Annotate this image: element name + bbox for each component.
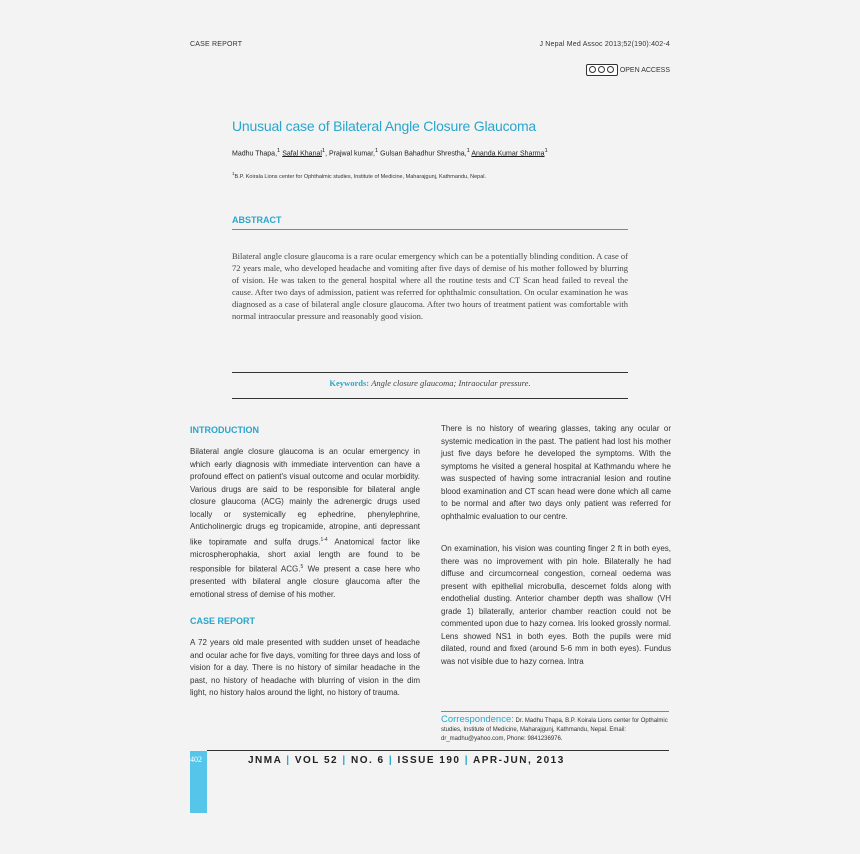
keywords-label: Keywords:	[329, 378, 370, 388]
open-access-badge	[586, 64, 670, 76]
author-list	[232, 148, 548, 157]
abstract-rule	[232, 229, 628, 230]
header-section-label: CASE REPORT	[190, 41, 243, 48]
author-4-affil: 1	[466, 148, 470, 154]
journal-footer	[248, 755, 565, 766]
keywords-rule-bottom	[232, 398, 628, 399]
footer-sep-2: |	[342, 755, 347, 766]
introduction-text-1: Bilateral angle closure glaucoma is an ocular emergency in which early diagnosis with immediate intervention can have a profound effect on patient's visual outcome and ocular morbidity. Various drugs are said to be responsible for bilateral angle closure glaucoma (ACG) mainly the adrenergic drugs used locally or systemically eg ephedrine, phenylephrine, Anticholinergic drugs eg tropicamide, atropine, anti depressant like topiramate and sulfa drugs.	[190, 447, 420, 547]
keywords-value: Angle closure glaucoma; Intraocular pressure.	[371, 378, 531, 388]
case-report-heading: CASE REPORT	[190, 616, 256, 626]
right-column-paragraph-2: On examination, his vision was counting finger 2 ft in both eyes, there was no improvement with pin hole. Bilaterally he had diffuse and circumcorneal congestion, corneal oedema was present with epithelial microbulla, descemet folds along with endothelial dusting. Anterior chamber depth was shallow (VH grade 1) bilaterally, anterior chamber reaction could not be commented upon due to hazy cornea. Iris looked grossly normal. Lens showed NS1 in both eyes. Both the pupils were mid dilated, round and fixed (around 5-6 mm in both eyes). Fundus was not visible due to hazy cornea. Intra	[441, 544, 671, 666]
case-report-text: A 72 years old male presented with sudden unset of headache and ocular ache for five days, vomiting for three days and loss of vision for a day. There is no history of similar headache in the past, no history of headache with blurring of vision in the dim light, no history halos around the light, no history of trauma.	[190, 638, 420, 697]
journal-number: NO. 6	[351, 755, 385, 766]
introduction-heading: INTRODUCTION	[190, 425, 259, 435]
right-column-paragraph-1: There is no history of wearing glasses, taking any ocular or systemic medication in the past. The patient had lost his mother just five days before he developed the symptoms. With the symptoms he visited a general hospital at Kathmandu where he was suspected of having some intracranial lesion and routine blood examination and CT scan head were done which all came to be normal and after two days only patient was referred for ophthalmic evaluation to our centre.	[441, 424, 671, 521]
author-5-affil: 1	[544, 148, 548, 154]
abstract-heading: ABSTRACT	[232, 215, 282, 225]
author-3: , Prajwal kumar,	[325, 150, 375, 158]
introduction-text-3: We present a case here who presented with bilateral angle closure glaucoma after the emotional stress of demise of his mother.	[190, 564, 420, 599]
author-1-affil: 1	[277, 148, 281, 154]
header-citation: J Nepal Med Assoc 2013;52(190):402-4	[539, 41, 670, 48]
journal-abbrev: JNMA	[248, 755, 282, 766]
author-5[interactable]: Ananda Kumar Sharma	[471, 150, 545, 158]
keywords	[232, 378, 628, 388]
creative-commons-icon	[586, 64, 618, 76]
correspondence-rule	[441, 711, 669, 712]
open-access-label: OPEN ACCESS	[619, 66, 670, 74]
footer-sep-4: |	[464, 755, 470, 766]
introduction-text-2: Anatomical factor like microspherophakia, short axial length are found to be responsible for bilateral ACG.	[190, 537, 421, 574]
author-2[interactable]: Safal Khanal	[282, 150, 322, 158]
introduction-text	[190, 446, 420, 601]
affiliation-text: B.P. Koirala Lions center for Ophthalmic studies, Institute of Medicine, Maharajgunj, Kathmandu, Nepal.	[234, 173, 487, 180]
correspondence-text: Dr. Madhu Thapa, B.P. Koirala Lions center for Opthalmic studies, Institute of Medicine, Maharajgunj, Kathmandu, Nepal. Email: dr_madhu@yahoo.com, Phone: 9841236976.	[441, 718, 668, 742]
author-3-affil: 1	[374, 148, 379, 154]
author-2-affil: 1	[321, 148, 326, 154]
keywords-rule-top	[232, 372, 628, 373]
footer-sep-1: |	[286, 755, 291, 766]
journal-date: APR-JUN, 2013	[473, 755, 565, 766]
citation-1-4: 1-4	[320, 536, 328, 543]
correspondence-label: Correspondence:	[441, 714, 514, 725]
journal-volume: VOL 52	[294, 755, 339, 766]
correspondence	[441, 715, 671, 744]
author-4: Gulsan Bahadhur Shrestha,	[380, 150, 467, 158]
page-number: 402	[190, 755, 202, 764]
journal-issue: ISSUE 190	[397, 755, 461, 766]
affiliation	[232, 171, 486, 180]
affiliation-marker: 1	[232, 171, 235, 176]
abstract-text: Bilateral angle closure glaucoma is a rare ocular emergency which can be a potentially blinding condition. A case of 72 years male, who developed headache and vomiting after five days of demise of his mother followed by blurring of vision. He was taken to the general hospital where all the routine tests and CT Scan head failed to reveal the cause. After two days of admission, patient was referred for ophthalmic consultation. On ocular examination he was diagnosed as a case of bilateral angle closure glaucoma. After two hours of treatment patient was comfortable with normal intraocular pressure and reasonably good vision.	[232, 251, 628, 321]
author-1: Madhu Thapa,	[232, 150, 278, 158]
footer-rule	[207, 750, 669, 751]
footer-sep-3: |	[388, 755, 394, 766]
article-title: Unusual case of Bilateral Angle Closure Glaucoma	[232, 118, 537, 134]
citation-5: 5	[300, 564, 304, 571]
